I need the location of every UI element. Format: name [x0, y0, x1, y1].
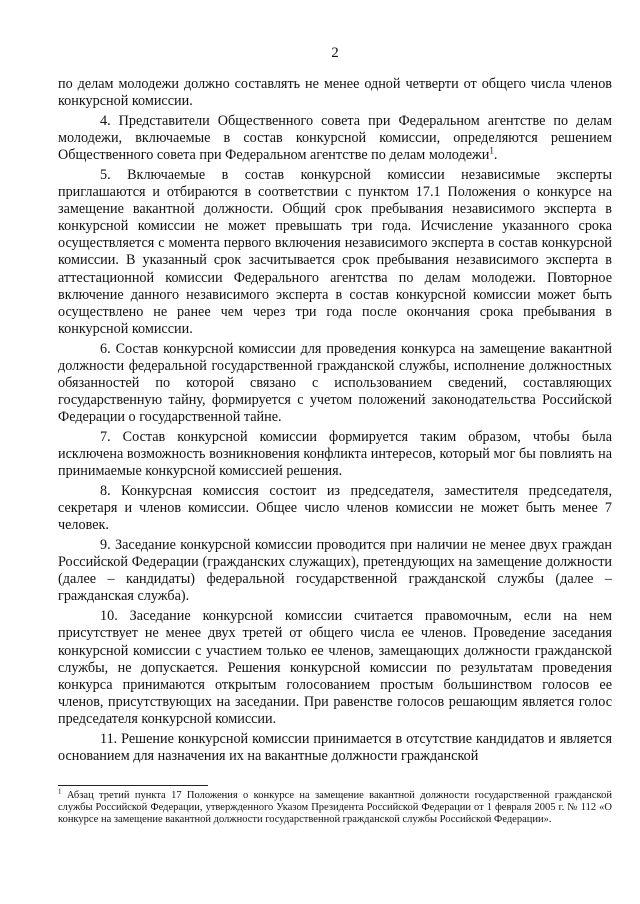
- paragraph-continuation: по делам молодежи должно составлять не менее одной четверти от общего числа членов конкурсной комиссии.: [58, 76, 612, 110]
- footnote-text: Абзац третий пункта 17 Положения о конкурсе на замещение вакантной должности государственной гражданской службы Российской Федерации, утвержденного Указом Президента Российской Федерации от 1 февраля 2005 г. № 112 «О конкурсе на замещение вакантной должности государственной гражданской службы Российской Федерации».: [58, 789, 612, 826]
- footnote: [58, 787, 612, 827]
- paragraph-item-4: 4. Представители Общественного совета при Федеральном агентстве по делам молодежи, включаемые в состав конкурсной комиссии, определяются решением Общественного совета при Федеральном агентстве по делам молодежи$^1$.: [58, 113, 612, 164]
- paragraph-item-9: 9. Заседание конкурсной комиссии проводится при наличии не менее двух граждан Российской Федерации (гражданских служащих), претендующих на замещение должности (далее – кандидаты) федеральной государственной гражданской службы (далее – гражданская служба).: [58, 537, 612, 605]
- paragraph-item-6: 6. Состав конкурсной комиссии для проведения конкурса на замещение вакантной должности федеральной государственной гражданской службы, исполнение должностных обязанностей по которой связано с использованием сведений, составляющих государственную тайну, формируется с учетом положений законодательства Российской Федерации о государственной тайне.: [58, 340, 612, 425]
- footnote-reference: 1: [489, 145, 494, 156]
- paragraph-item-5: 5. Включаемые в состав конкурсной комиссии независимые эксперты приглашаются и отбираются в соответствии с пунктом 17.1 Положения о конкурсе на замещение вакантной должности. Общий срок пребывания независимого эксперта в конкурсной комиссии не может превышать три года. Исчисление указанного срока осуществляется с момента первого включения независимого эксперта в состав конкурсной комиссии. В указанный срок засчитывается срок пребывания независимого эксперта в аттестационной комиссии Федерального агентства по делам молодежи. Повторное включение данного независимого эксперта в состав конкурсной комиссии может быть осуществлено не ранее чем через три года после окончания срока пребывания в конкурсной комиссии.: [58, 167, 612, 337]
- paragraph-item-7: 7. Состав конкурсной комиссии формируется таким образом, чтобы была исключена возможность возникновения конфликта интересов, который мог бы повлиять на принимаемые конкурсной комиссией решения.: [58, 428, 612, 480]
- body-text: [58, 76, 612, 765]
- paragraph-item-11: 11. Решение конкурсной комиссии принимается в отсутствие кандидатов и является основанием для назначения их на вакантные должности гражданской: [58, 730, 612, 764]
- paragraph-item-10: 10. Заседание конкурсной комиссии считается правомочным, если на нем присутствует не менее двух третей от общего числа ее членов. Проведение заседания конкурсной комиссии с участием только ее членов, замещающих должности гражданской службы, не допускается. Решения конкурсной комиссии по результатам проведения конкурса принимаются открытым голосованием простым большинством голосов ее членов, присутствующих на заседании. При равенстве голосов решающим является голос председателя конкурсной комиссии.: [58, 608, 612, 727]
- paragraph-item-8: 8. Конкурсная комиссия состоит из председателя, заместителя председателя, секретаря и членов комиссии. Общее число членов комиссии не может быть менее 7 человек.: [58, 483, 612, 534]
- footnote-marker: 1: [58, 787, 62, 796]
- page-number: 2: [331, 45, 339, 61]
- footnote-divider: [58, 785, 208, 786]
